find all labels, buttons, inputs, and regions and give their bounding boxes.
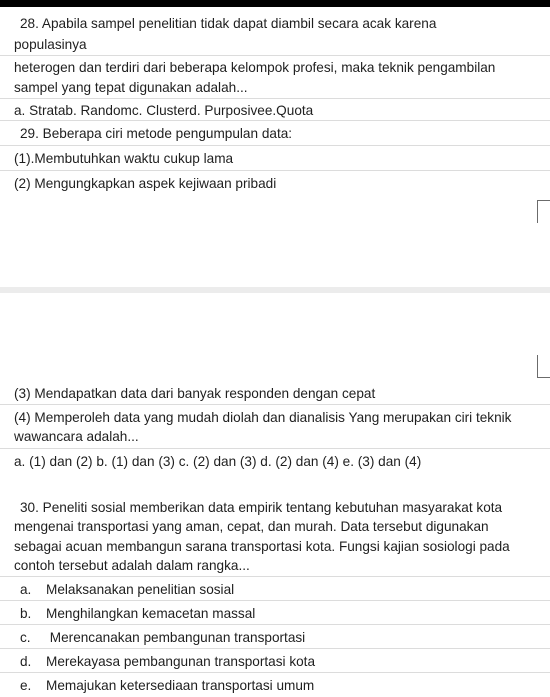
q30-stem-line1: 30. Peneliti sosial memberikan data empirik tentang kebutuhan masyarakat kota: [20, 500, 503, 515]
option-letter: d.: [20, 654, 32, 669]
q29-divider-1: [0, 145, 550, 146]
q30-option-b: [20, 606, 255, 622]
option-letter: c.: [20, 630, 31, 645]
option-text: Menghilangkan kemacetan massal: [46, 606, 256, 621]
page-break-band: [0, 287, 550, 293]
q30-divider-0: [0, 576, 550, 577]
q29-divider-top: [0, 120, 550, 121]
page-corner-mark: [537, 200, 550, 223]
q30-option-e: [20, 678, 314, 694]
option-letter: a.: [20, 582, 32, 597]
q29-divider-3: [0, 404, 550, 405]
option-text: Merekayasa pembangunan transportasi kota: [46, 654, 316, 669]
q29-options: a. (1) dan (2) b. (1) dan (3) c. (2) dan (3) d. (2) dan (4) e. (3) dan (4): [14, 454, 422, 469]
q28-divider: [0, 55, 550, 56]
q29-item-4-line1: (4) Memperoleh data yang mudah diolah dan dianalisis Yang merupakan ciri teknik: [14, 410, 512, 425]
page-corner-mark: [537, 355, 550, 378]
q29-item-2: (2) Mengungkapkan aspek kejiwaan pribadi: [14, 176, 277, 191]
option-text: Merencanakan pembangunan transportasi: [46, 630, 306, 645]
q30-divider-3: [0, 648, 550, 649]
q30-option-d: [20, 654, 315, 670]
q29-item-4-line2: wawancara adalah...: [14, 429, 139, 444]
q30-divider-1: [0, 600, 550, 601]
q29-item-3: (3) Mendapatkan data dari banyak responden dengan cepat: [14, 386, 376, 401]
q30-stem-line3: sebagai acuan membangun sarana transportasi kota. Fungsi kajian sosiologi pada: [14, 539, 510, 554]
option-letter: b.: [20, 606, 32, 621]
q30-divider-4: [0, 672, 550, 673]
q30-option-a: [20, 582, 234, 598]
q28-stem-line1: 28. Apabila sampel penelitian tidak dapat diambil secara acak karena: [20, 16, 437, 31]
top-black-bar: [0, 0, 550, 7]
q30-divider-2: [0, 624, 550, 625]
q30-stem-line4: contoh tersebut adalah dalam rangka...: [14, 558, 250, 573]
q29-divider-2: [0, 170, 550, 171]
q29-divider-4: [0, 448, 550, 449]
q28-divider-2: [0, 98, 550, 99]
q28-stem-line3: heterogen dan terdiri dari beberapa kelompok profesi, maka teknik pengambilan: [14, 60, 496, 75]
q28-stem-line2: populasinya: [14, 37, 87, 52]
q30-stem-line2: mengenai transportasi yang aman, cepat, dan murah. Data tersebut digunakan: [14, 519, 489, 534]
option-text: Memajukan ketersediaan transportasi umum: [46, 678, 315, 693]
q29-stem: 29. Beberapa ciri metode pengumpulan data:: [20, 126, 293, 141]
q28-options: a. Stratab. Randomc. Clusterd. Purposivee.Quota: [14, 103, 314, 118]
option-letter: e.: [20, 678, 32, 693]
q30-option-c: [20, 630, 305, 646]
q28-stem-line4: sampel yang tepat digunakan adalah...: [14, 80, 248, 95]
q29-item-1: (1).Membutuhkan waktu cukup lama: [14, 151, 234, 166]
option-text: Melaksanakan penelitian sosial: [46, 582, 235, 597]
